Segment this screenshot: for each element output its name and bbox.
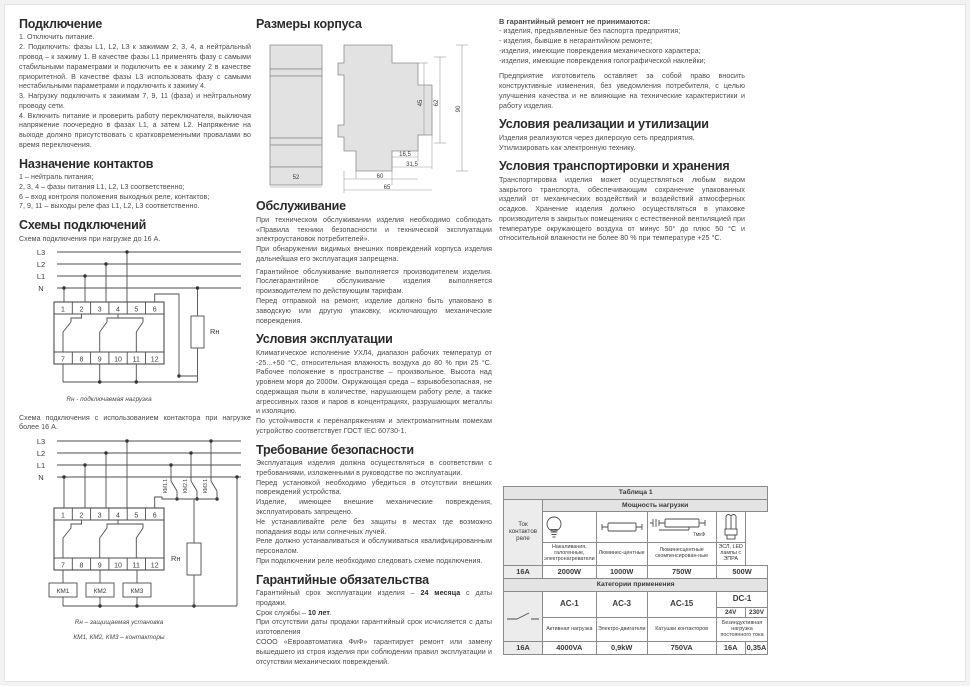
column-legal-transport xyxy=(499,5,745,244)
power-value-3: 750W xyxy=(647,566,716,579)
terminal-10: 10 xyxy=(114,356,122,364)
heading-dimensions: Размеры корпуса xyxy=(256,17,362,31)
rail-label-l1: L1 xyxy=(36,272,46,282)
category-value-3: 750VA xyxy=(647,642,716,655)
terminal-2: 2 xyxy=(79,306,84,314)
rail-label-l2: L2 xyxy=(36,260,46,270)
exclusion-item-3: -изделия, имеющие повреждения механического характера; xyxy=(499,46,701,55)
disposal-paragraph-1: Изделия реализуются через дилерскую сеть предприятия. xyxy=(499,133,695,142)
terminal2-7: 7 xyxy=(61,562,65,570)
exclusion-item-4: -изделия, имеющие повреждения голографической наклейки; xyxy=(499,56,706,65)
dc-voltage-230v: 230V xyxy=(745,607,768,617)
heading-service: Обслуживание xyxy=(256,199,346,214)
load-type-4: ЭСЛ, LED лампы с ЭПРА xyxy=(716,543,745,566)
terminal-12: 12 xyxy=(150,356,159,364)
category-desc-3: Катушки контакторов xyxy=(647,618,716,642)
category-ac3: AC-3 xyxy=(596,591,647,617)
terminal2-9: 9 xyxy=(97,562,102,570)
heading-safety: Требование безопасности xyxy=(256,442,414,457)
relay-contact-symbol-icon xyxy=(504,591,543,641)
operating-paragraph-2: По устойчивости к перенапряжениям и электромагнитным помехам устройство соответствует ГОСТ IEC 60730-1. xyxy=(256,417,492,435)
terminal2-2: 2 xyxy=(79,512,84,520)
terminal2-3: 3 xyxy=(97,512,102,520)
connection-step-2: 2. Подключить: фазы L1, L2, L3 к зажимам 2, 3, 4, а нейтральный провод – к зажиму 1. В качестве фазы L1 применять фазу с самыми стабильными параметрами и подключить ее к зажиму 2 в качестве приоритетной. В качестве фазы L3 использовать фазу с самыми нестабильными параметрами и подключить к зажиму 4. xyxy=(19,43,251,91)
table-power-header: Мощность нагрузки xyxy=(543,499,768,512)
terminal2-10: 10 xyxy=(114,562,122,570)
power-value-1: 2000W xyxy=(543,566,597,579)
category-current-value: 16А xyxy=(504,642,543,655)
rail2-label-l2: L2 xyxy=(36,449,46,459)
load-type-2: Люминес-центные xyxy=(596,543,647,566)
load2-label-rn: Rн xyxy=(171,554,181,564)
terminal-9: 9 xyxy=(97,356,102,364)
power-value-2: 1000W xyxy=(596,566,647,579)
contactor-km2: КМ2 xyxy=(93,588,107,596)
rail2-label-l3: L3 xyxy=(36,437,46,447)
power-current-value: 16А xyxy=(504,566,543,579)
category-desc-2: Электро-двигатели xyxy=(596,618,647,642)
heading-disposal: Условия реализации и утилизации xyxy=(499,117,709,132)
wiring-diagram-simple xyxy=(19,244,251,389)
dc-voltage-24v: 24V xyxy=(716,607,745,617)
safety-paragraph-5: Реле должно устанавливаться и обслуживаться квалифицированным персоналом. xyxy=(256,537,492,556)
warranty-paragraph-2 xyxy=(256,609,492,619)
scheme-2-caption-2: КМ1, КМ2, КМ3 – контакторы xyxy=(73,634,165,642)
rail-label-n: N xyxy=(38,284,44,294)
warranty-text-c: с даты продажи. xyxy=(256,589,492,607)
terminal2-6: 6 xyxy=(152,512,157,520)
warranty-text-a: Гарантийный срок эксплуатации изделия – xyxy=(256,589,421,598)
load-type-3: Люминесцентные скомпенсирован-ные xyxy=(647,543,716,566)
terminal-7: 7 xyxy=(61,356,65,364)
scheme-1-caption: Rн - подключаемая нагрузка xyxy=(66,395,152,403)
fluorescent-tube-icon xyxy=(596,512,647,543)
aux-contact-km1: КМ1.1 xyxy=(163,479,169,494)
wiring-diagram-contactor xyxy=(19,433,251,613)
terminal2-8: 8 xyxy=(79,562,84,570)
dim-side-width: 52 xyxy=(292,175,300,182)
service-paragraph-2: При обнаружении видимых внешних повреждений корпуса изделия дальнейшая его эксплуатация запрещена. xyxy=(256,245,492,263)
category-dc1: DC-1 xyxy=(716,591,768,607)
transport-paragraph-1: Транспортировка изделия может осуществляться любым видом закрытого транспорта, обеспечивающим сохранение упакованных изделий от механических воздействий и воздействий атмосферных осадков. Хранение изделия должно осуществляться в упаковке производителя в закрытых помещениях с естественной вентиляцией при температуре окружающего воздуха от минус 50° до плюс 50 °С и относительной влажности не более 80 % при температуре +25 °С. xyxy=(499,175,745,243)
load-specifications-table xyxy=(503,486,768,655)
connection-step-1: 1. Отключить питание. xyxy=(19,33,95,42)
safety-paragraph-6: При подключении реле необходимо следовать схеме подключения. xyxy=(256,556,483,565)
dim-width-65: 65 xyxy=(383,185,391,192)
aux-contact-km3: КМ3.1 xyxy=(203,479,209,494)
service-life-dot: . xyxy=(329,608,332,617)
connection-step-3: 3. Нагрузку подключить к зажимам 7, 9, 11 (фаза) и нейтральному проводу сети. xyxy=(19,92,251,110)
contact-item-3: 6 – вход контроля положения выходных реле, контактов; xyxy=(19,192,210,201)
service-life-label: Срок службы – xyxy=(256,608,308,617)
table-current-header: Ток контактов реле xyxy=(504,499,543,565)
cfl-led-lamp-icon xyxy=(716,512,745,543)
operating-paragraph-1: Климатическое исполнение УХЛ4, диапазон рабочих температур от -25...+50 °С, относительная влажность воздуха до 80 % при 25 °С. Рабочее положение в пространстве – произвольное. Высота над уровнем моря до 2000м. Окружающая среда – взрывобезопасная, не содержащая пыли в количестве, нарушающем работу реле, а также агрессивных газов и паров в концентрациях, разрушающих металлы и изоляцию. xyxy=(256,348,492,416)
load-type-1: Накаливания, галогенные, электронагреватели xyxy=(543,543,597,566)
heading-transport: Условия транспортировки и хранения xyxy=(499,159,730,174)
disposal-paragraph-2: Утилизировать как электронную технику. xyxy=(499,143,636,152)
terminal2-11: 11 xyxy=(132,562,140,570)
service-paragraph-3: Гарантийное обслуживание выполняется производителем изделия. Послегарантийное обслуживание изделия выполняется производителем по действующим тарифам. xyxy=(256,267,492,296)
dim-width-165: 16,5 xyxy=(399,152,411,159)
heading-warranty: Гарантийные обязательства xyxy=(256,572,429,587)
heading-operating-conditions: Условия эксплуатации xyxy=(256,332,393,347)
terminal-4: 4 xyxy=(116,306,120,314)
exclusion-item-2: - изделия, бывшие в негарантийном ремонте; xyxy=(499,37,653,45)
scheme-2-title: Схема подключения с использованием контактора при нагрузке более 16 А. xyxy=(19,413,251,432)
compensated-fluorescent-icon xyxy=(647,512,716,543)
warranty-term-value: 24 месяца xyxy=(420,589,461,598)
terminal2-1: 1 xyxy=(61,512,65,520)
warranty-paragraph-1 xyxy=(256,589,492,609)
service-life-value: 10 лет xyxy=(307,608,330,617)
safety-paragraph-2: Перед установкой необходимо убедиться в отсутствии внешних повреждений устройства. xyxy=(256,478,492,497)
dim-height-90: 90 xyxy=(456,106,462,113)
rail2-label-l1: L1 xyxy=(36,461,46,471)
terminal2-4: 4 xyxy=(116,512,120,520)
terminal-6: 6 xyxy=(152,306,157,314)
column-dimensions-service xyxy=(256,5,492,667)
category-ac15: AC-15 xyxy=(647,591,716,617)
housing-dimension-drawing xyxy=(256,33,492,193)
incandescent-lamp-icon xyxy=(543,512,597,543)
terminal-5: 5 xyxy=(134,306,139,314)
safety-paragraph-4: Не устанавливайте реле без защиты в местах где возможно попадания воды или солнечных лучей. xyxy=(256,517,492,536)
dim-height-62: 62 xyxy=(434,100,440,107)
rail-label-l3: L3 xyxy=(36,248,46,258)
dim-width-315: 31,5 xyxy=(406,162,418,169)
datasheet-page xyxy=(4,4,966,682)
contact-item-2: 2, 3, 4 – фазы питания L1, L2, L3 соответственно; xyxy=(19,182,185,191)
category-desc-1: Активная нагрузка xyxy=(543,618,597,642)
heading-connection: Подключение xyxy=(19,17,103,31)
safety-paragraph-1: Эксплуатация изделия должна осуществляться в соответствии с требованиями, изложенными в руководстве по эксплуатации. xyxy=(256,459,492,477)
safety-paragraph-3: Изделие, имеющее внешние механические повреждения, эксплуатировать запрещено. xyxy=(256,498,492,517)
power-value-4: 500W xyxy=(716,566,768,579)
contactor-km3: КМ3 xyxy=(130,588,144,596)
category-value-1: 4000VA xyxy=(543,642,597,655)
category-value-4: 16А xyxy=(716,642,745,655)
heading-schemes: Схемы подключений xyxy=(19,218,147,233)
aux-contact-km2: КМ2.1 xyxy=(183,479,189,494)
heading-exclusions: В гарантийный ремонт не принимаются: xyxy=(499,17,651,26)
terminal-3: 3 xyxy=(97,306,102,314)
terminal-1: 1 xyxy=(61,306,65,314)
category-desc-4: Безиндуктивная нагрузка постоянного тока xyxy=(716,618,768,642)
contactor-km1: КМ1 xyxy=(56,588,70,596)
manufacturer-notice: Предприятие изготовитель оставляет за собой право вносить конструктивные изменения, без уведомления потребителя, с целью улучшения качества и не влияющие на технические характеристики и работу изделия. xyxy=(499,72,745,110)
service-paragraph-4: Перед отправкой на ремонт, изделие должно быть упаковано в заводскую или другую упаковку, исключающую механические повреждения. xyxy=(256,297,492,325)
category-ac1: AC-1 xyxy=(543,591,597,617)
connection-step-4: 4. Включить питание и проверить работу переключателя, выключая напряжение поочередно в фазах L1, а затем L2. Напряжение на выходе должно присутствовать с кратковременными провалами во время переключения. xyxy=(19,111,251,149)
terminal-8: 8 xyxy=(79,356,84,364)
exclusion-item-1: - изделия, предъявленные без паспорта предприятия; xyxy=(499,27,681,36)
load-label-rn: Rн xyxy=(210,327,220,337)
contact-item-1: 1 – нейтраль питания; xyxy=(19,173,94,182)
dim-width-60: 60 xyxy=(376,174,384,181)
heading-contacts: Назначение контактов xyxy=(19,156,154,171)
category-value-5: 0,35А xyxy=(745,642,768,655)
column-connection xyxy=(19,5,251,649)
terminal2-5: 5 xyxy=(134,512,139,520)
dim-height-45: 45 xyxy=(418,100,424,107)
scheme-1-title: Схема подключения при нагрузке до 16 А. xyxy=(19,234,161,243)
warranty-paragraph-3: При отсутствии даты продажи гарантийный срок исчисляется с даты изготовления xyxy=(256,618,492,637)
table-category-header: Категории применения xyxy=(504,579,768,592)
service-paragraph-1: При техническом обслуживании изделия необходимо соблюдать «Правила техники безопасности и технической эксплуатации электроустановок потребителей». xyxy=(256,215,492,244)
terminal-11: 11 xyxy=(132,356,140,364)
rail2-label-n: N xyxy=(38,473,44,483)
contact-item-4: 7, 9, 11 – выходы реле фаз L1, L2, L3 соответственно. xyxy=(19,202,200,211)
table-title: Таблица 1 xyxy=(504,487,768,500)
scheme-2-caption-1: Rн – защищаемая установка xyxy=(74,619,164,627)
terminal2-12: 12 xyxy=(150,562,159,570)
warranty-paragraph-4: СООО «Евроавтоматика ФиФ» гарантирует ремонт или замену вышедшего из строя изделия при соблюдении правил эксплуатации и отсутствии механических повреждений. xyxy=(256,638,492,666)
capacitor-note: 7мкФ xyxy=(692,532,705,539)
category-value-2: 0,9kW xyxy=(596,642,647,655)
